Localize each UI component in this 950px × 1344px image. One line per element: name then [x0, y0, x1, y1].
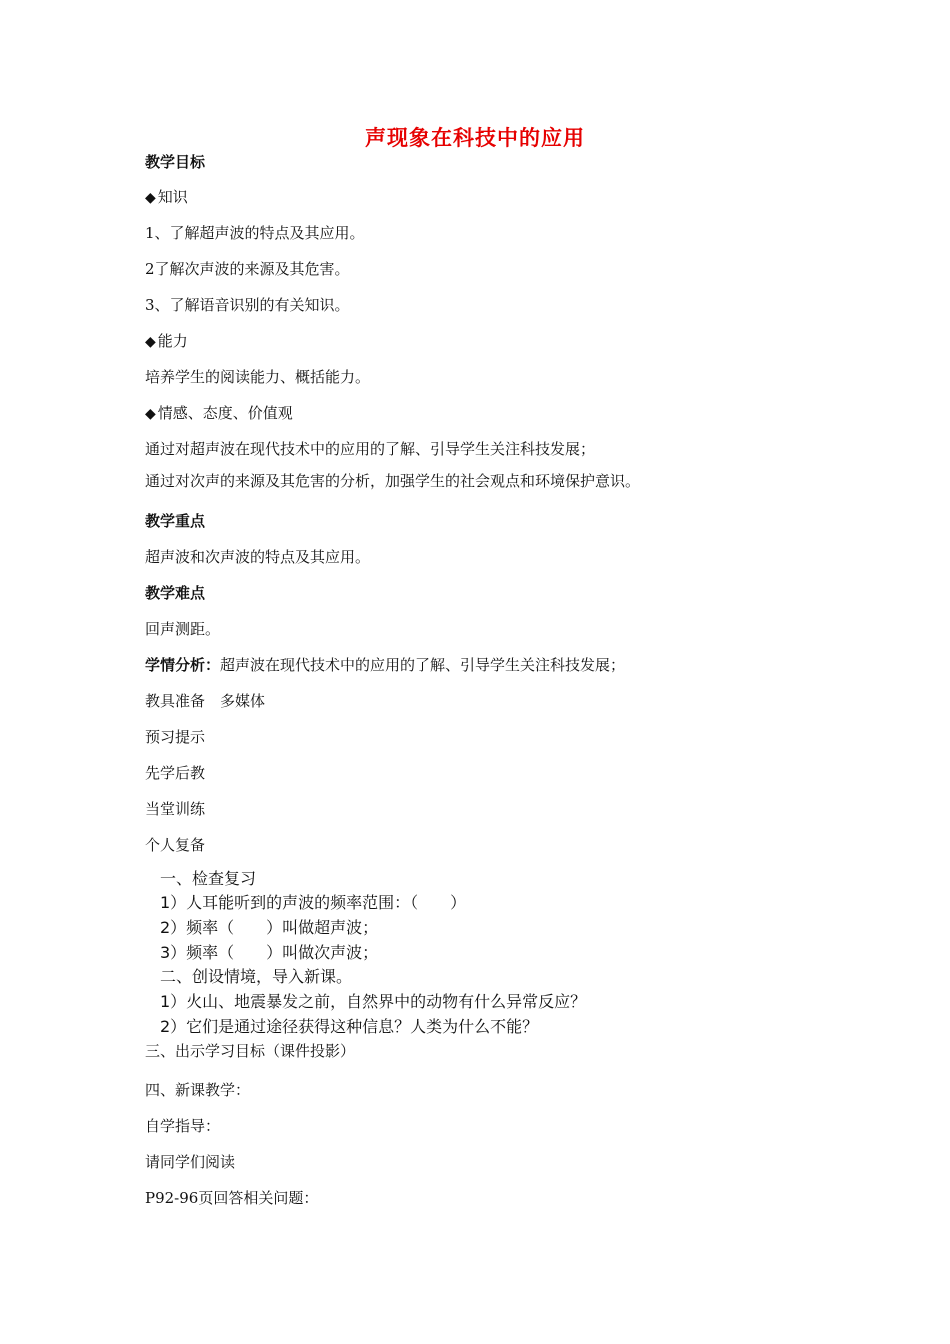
review-question-1: 1）人耳能听到的声波的频率范围：（ ） [160, 893, 467, 912]
knowledge-item-3: 3、了解语音识别的有关知识。 [145, 296, 350, 314]
difficulty-heading: 教学难点 [145, 584, 206, 602]
prep-line: 教具准备 多媒体 [145, 692, 266, 710]
review-heading: 一、检查复习 [160, 869, 257, 888]
scenario-question-2: 2）它们是通过途径获得这种信息？人类为什么不能？ [160, 1017, 539, 1036]
knowledge-label: 知识 [157, 188, 188, 206]
analysis-line [145, 655, 625, 675]
objectives-line: 三、出示学习目标（课件投影） [145, 1042, 356, 1060]
review-question-2: 2）频率（ ）叫做超声波； [160, 918, 379, 937]
ability-text: 培养学生的阅读能力、概括能力。 [145, 368, 371, 386]
emotion-line-2: 通过对次声的来源及其危害的分析，加强学生的社会观点和环境保护意识。 [145, 472, 641, 490]
learn-first-line: 先学后教 [145, 764, 206, 782]
knowledge-heading [145, 187, 188, 208]
emotion-label: 情感、态度、价值观 [157, 404, 293, 422]
scenario-heading: 二、创设情境，导入新课。 [160, 967, 353, 986]
emotion-heading [145, 403, 293, 424]
difficulty-text: 回声测距。 [145, 620, 221, 638]
key-points-heading: 教学重点 [145, 512, 206, 530]
goals-heading: 教学目标 [145, 153, 206, 171]
preview-line: 预习提示 [145, 728, 206, 746]
knowledge-item-1: 1、了解超声波的特点及其应用。 [145, 224, 365, 242]
new-lesson-line: 四、新课教学： [145, 1081, 251, 1099]
ability-heading [145, 331, 188, 352]
knowledge-item-2: 2了解次声波的来源及其危害。 [145, 260, 350, 278]
emotion-line-1: 通过对超声波在现代技术中的应用的了解、引导学生关注科技发展； [145, 440, 596, 458]
diamond-bullet-icon: ◆ [145, 334, 156, 350]
key-points-text: 超声波和次声波的特点及其应用。 [145, 548, 371, 566]
pages-line: P92-96页回答相关问题： [145, 1189, 319, 1207]
analysis-label: 学情分析： [145, 656, 221, 674]
document-title: 声现象在科技中的应用 [365, 126, 585, 150]
training-line: 当堂训练 [145, 800, 206, 818]
review-question-3: 3）频率（ ）叫做次声波； [160, 943, 379, 962]
scenario-question-1: 1）火山、地震暴发之前，自然界中的动物有什么异常反应？ [160, 992, 587, 1011]
self-study-line: 自学指导： [145, 1117, 221, 1135]
personal-line: 个人复备 [145, 836, 206, 854]
analysis-text: 超声波在现代技术中的应用的了解、引导学生关注科技发展； [220, 656, 626, 674]
diamond-bullet-icon: ◆ [145, 406, 156, 422]
ability-label: 能力 [157, 332, 188, 350]
please-read-line: 请同学们阅读 [145, 1153, 236, 1171]
diamond-bullet-icon: ◆ [145, 190, 156, 206]
